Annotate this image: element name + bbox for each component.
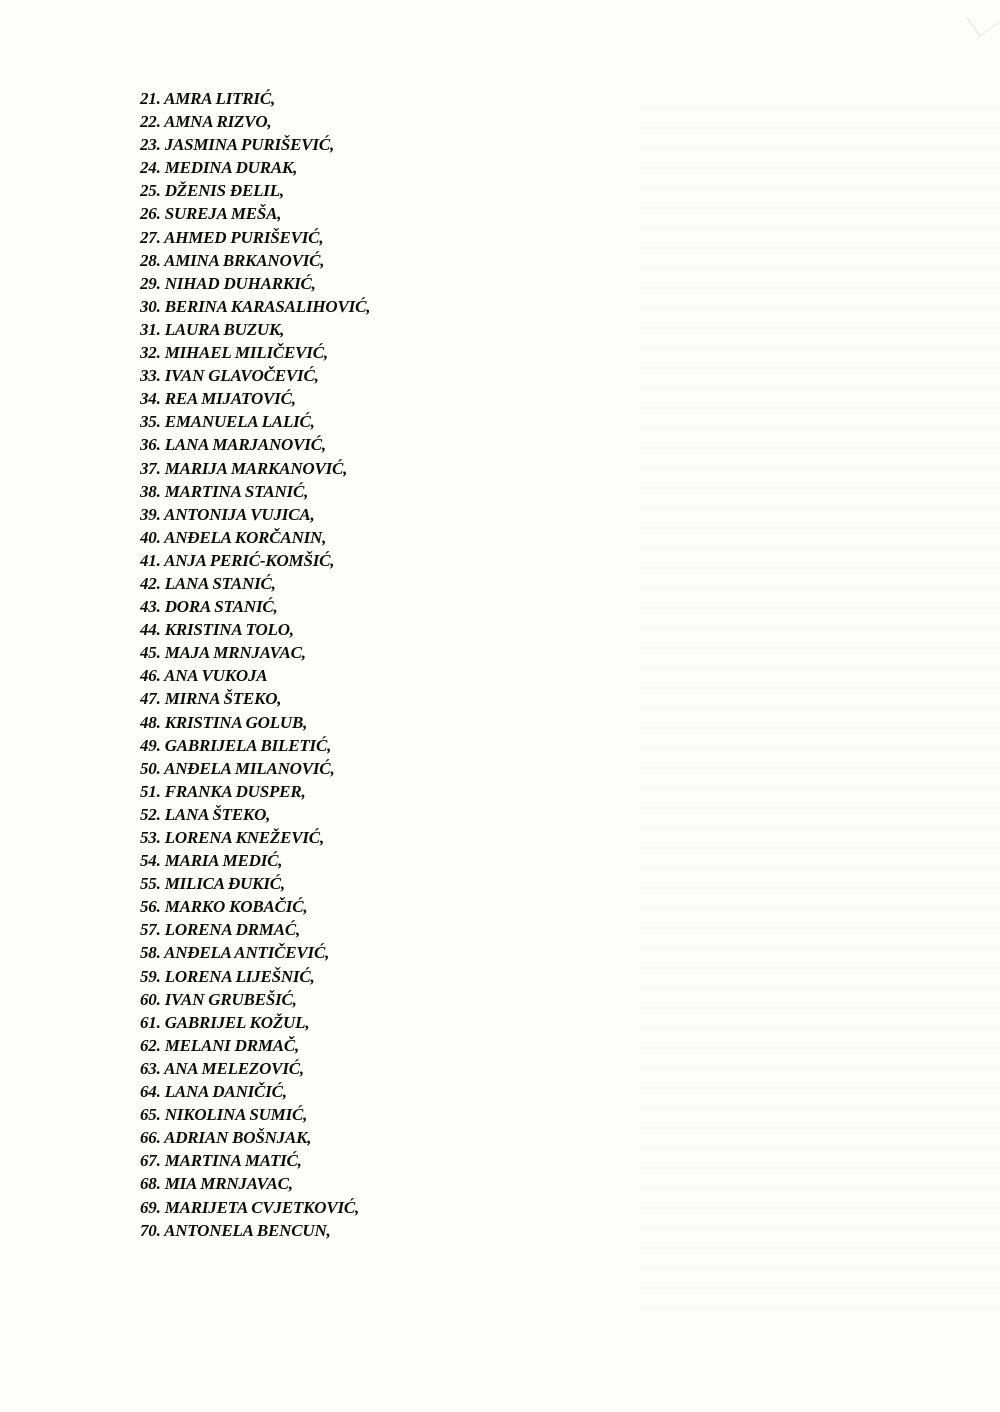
- list-item: 31. LAURA BUZUK,: [140, 319, 285, 339]
- list-item: 65. NIKOLINA SUMIĆ,: [140, 1105, 308, 1125]
- list-item: 56. MARKO KOBAČIĆ,: [140, 897, 308, 917]
- list-item: 30. BERINA KARASALIHOVIĆ,: [140, 296, 371, 316]
- list-item: 50. ANĐELA MILANOVIĆ,: [140, 758, 335, 778]
- list-item: 44. KRISTINA TOLO,: [140, 620, 294, 640]
- list-item: 35. EMANUELA LALIĆ,: [140, 412, 315, 432]
- list-item: 48. KRISTINA GOLUB,: [140, 712, 308, 732]
- name-list: [140, 87, 370, 1242]
- list-item: 46. ANA VUKOJA: [140, 666, 268, 686]
- list-item: 26. SUREJA MEŠA,: [140, 204, 282, 224]
- list-item: 28. AMINA BRKANOVIĆ,: [140, 250, 325, 270]
- list-item: 22. AMNA RIZVO,: [140, 112, 272, 132]
- list-item: 59. LORENA LIJEŠNIĆ,: [140, 966, 315, 986]
- list-item: 54. MARIA MEDIĆ,: [140, 851, 283, 871]
- list-item: 67. MARTINA MATIĆ,: [140, 1151, 302, 1171]
- list-item: 69. MARIJETA CVJETKOVIĆ,: [140, 1197, 360, 1217]
- list-item: 47. MIRNA ŠTEKO,: [140, 689, 282, 709]
- list-item: 32. MIHAEL MILIČEVIĆ,: [140, 343, 328, 363]
- list-item: 37. MARIJA MARKANOVIĆ,: [140, 458, 348, 478]
- list-item: 70. ANTONELA BENCUN,: [140, 1220, 331, 1240]
- list-item: 33. IVAN GLAVOČEVIĆ,: [140, 366, 319, 386]
- list-item: 57. LORENA DRMAĆ,: [140, 920, 301, 940]
- list-item: 61. GABRIJEL KOŽUL,: [140, 1012, 310, 1032]
- list-item: 21. AMRA LITRIĆ,: [140, 89, 276, 108]
- list-item: 53. LORENA KNEŽEVIĆ,: [140, 828, 324, 847]
- list-item: 41. ANJA PERIĆ-KOMŠIĆ,: [140, 550, 335, 570]
- list-item: 60. IVAN GRUBEŠIĆ,: [140, 989, 297, 1009]
- list-item: 51. FRANKA DUSPER,: [140, 781, 306, 801]
- list-item: 52. LANA ŠTEKO,: [140, 804, 271, 824]
- list-item: 39. ANTONIJA VUJICA,: [140, 504, 315, 524]
- reverse-side-show-through: [640, 90, 1000, 1310]
- list-item: 27. AHMED PURIŠEVIĆ,: [140, 227, 324, 247]
- list-item: 68. MIA MRNJAVAC,: [140, 1174, 293, 1194]
- list-item: 43. DORA STANIĆ,: [140, 597, 278, 617]
- list-item: 49. GABRIJELA BILETIĆ,: [140, 735, 332, 755]
- list-item: 63. ANA MELEZOVIĆ,: [140, 1058, 304, 1078]
- list-item: 55. MILICA ĐUKIĆ,: [140, 874, 285, 894]
- list-item: 34. REA MIJATOVIĆ,: [140, 389, 296, 409]
- list-item: 38. MARTINA STANIĆ,: [140, 481, 309, 501]
- list-item: 66. ADRIAN BOŠNJAK,: [140, 1128, 312, 1148]
- page-corner-mark: [967, 0, 1000, 37]
- list-item: 42. LANA STANIĆ,: [140, 573, 276, 593]
- list-item: 36. LANA MARJANOVIĆ,: [140, 435, 326, 455]
- list-item: 40. ANĐELA KORČANIN,: [140, 527, 327, 547]
- list-item: 45. MAJA MRNJAVAC,: [140, 643, 306, 663]
- list-item: 25. DŽENIS ĐELIL,: [140, 181, 284, 201]
- list-item: 24. MEDINA DURAK,: [140, 158, 298, 178]
- list-item: 23. JASMINA PURIŠEVIĆ,: [140, 135, 335, 155]
- list-item: 29. NIHAD DUHARKIĆ,: [140, 273, 316, 293]
- list-item: 58. ANĐELA ANTIČEVIĆ,: [140, 943, 330, 963]
- list-item: 62. MELANI DRMAČ,: [140, 1035, 300, 1055]
- list-item: 64. LANA DANIČIĆ,: [140, 1082, 287, 1102]
